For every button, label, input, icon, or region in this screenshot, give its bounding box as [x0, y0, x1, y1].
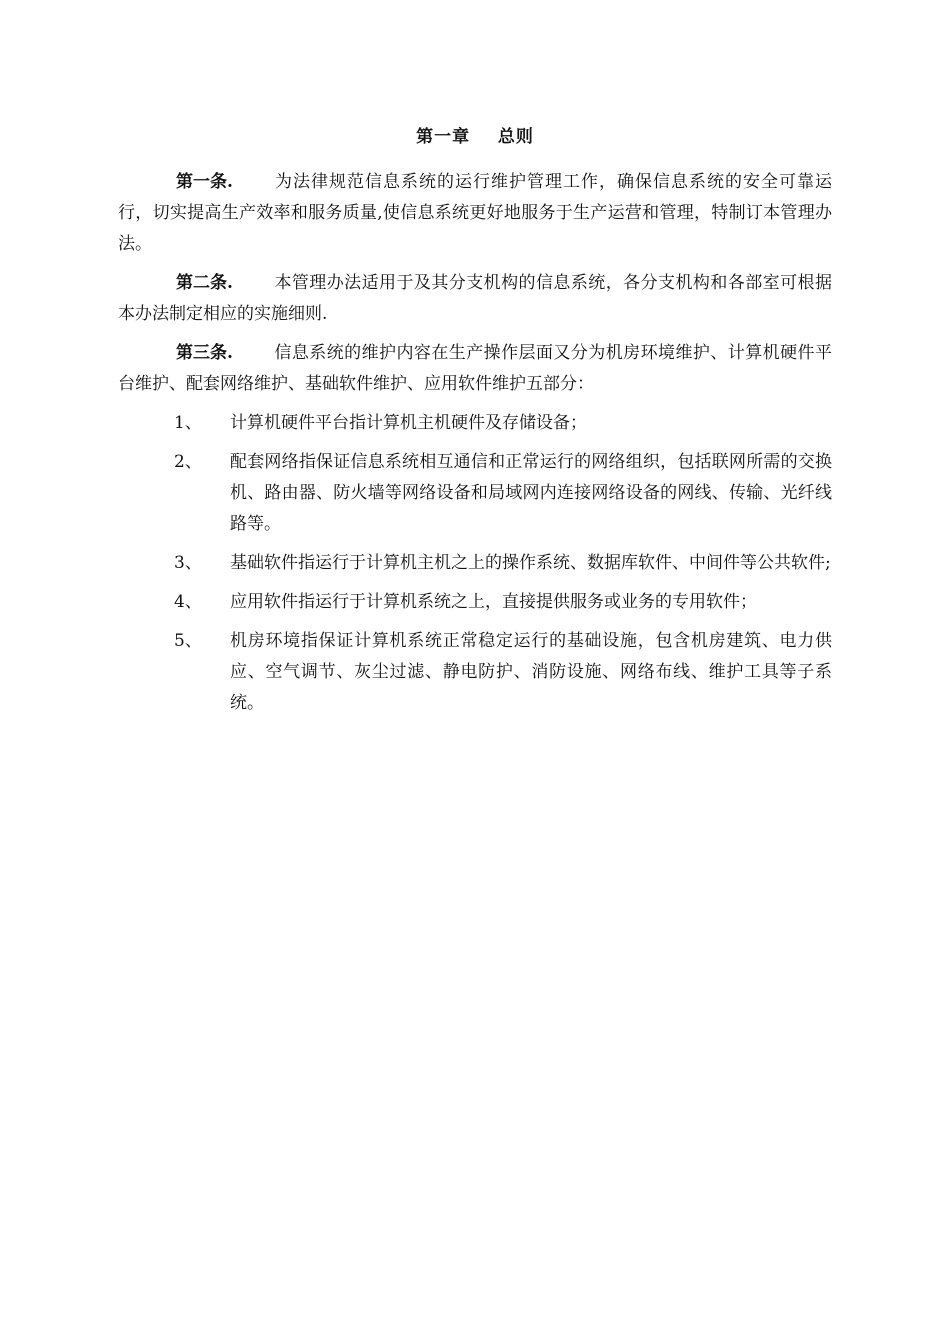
article-1 [118, 167, 832, 260]
chapter-title: 第一章 总则 [416, 127, 534, 147]
list-item-number: 4、 [174, 592, 202, 612]
list-item-text: 配套网络指保证信息系统相互通信和正常运行的网络组织，包括联网所需的交换机、路由器、防火墙等网络设备和局域网内连接网络设备的网线、传输、光纤线路等。 [230, 452, 832, 534]
article-label: 第二条. [176, 273, 233, 293]
list-item [118, 548, 832, 579]
list-item [118, 408, 832, 439]
list-item [118, 626, 832, 719]
article-3 [118, 338, 832, 400]
list-item-text: 机房环境指保证计算机系统正常稳定运行的基础设施，包含机房建筑、电力供应、空气调节、灰尘过滤、静电防护、消防设施、网络布线、维护工具等子系统。 [230, 631, 832, 713]
list-item [118, 587, 832, 618]
list-item-number: 1、 [174, 413, 202, 433]
list-item-number: 3、 [174, 553, 202, 573]
article-label: 第三条. [176, 343, 233, 363]
article-text: 本管理办法适用于及其分支机构的信息系统，各分支机构和各部室可根据本办法制定相应的实施细则. [118, 273, 832, 324]
article-text: 为法律规范信息系统的运行维护管理工作，确保信息系统的安全可靠运行，切实提高生产效率和服务质量,使信息系统更好地服务于生产运营和管理，特制订本管理办法。 [118, 172, 832, 254]
list-item-text: 计算机硬件平台指计算机主机硬件及存储设备； [230, 413, 587, 433]
article-2 [118, 268, 832, 330]
article-label: 第一条. [176, 172, 233, 192]
list-item-number: 5、 [174, 631, 202, 651]
document-body [118, 122, 832, 727]
list-item-text: 应用软件指运行于计算机系统之上，直接提供服务或业务的专用软件； [230, 592, 757, 612]
list-item-text: 基础软件指运行于计算机主机之上的操作系统、数据库软件、中间件等公共软件; [230, 553, 831, 573]
list-item-number: 2、 [174, 452, 202, 472]
list-item [118, 447, 832, 540]
maintenance-scope-list [118, 408, 832, 719]
article-text: 信息系统的维护内容在生产操作层面又分为机房环境维护、计算机硬件平台维护、配套网络维护、基础软件维护、应用软件维护五部分： [118, 343, 832, 394]
